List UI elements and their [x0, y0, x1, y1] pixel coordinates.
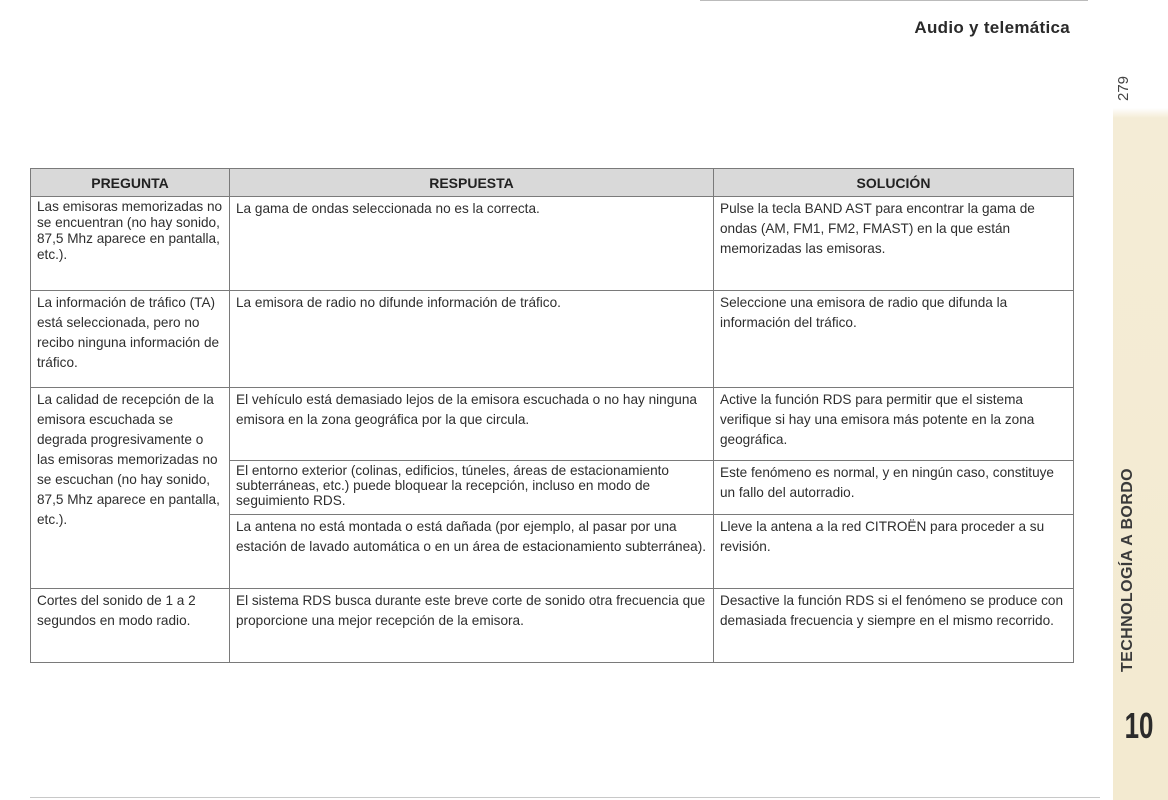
answer-cell: El vehículo está demasiado lejos de la emisora escuchada o no hay ninguna emisora en la zona geográfica por la que circula.	[230, 388, 714, 461]
table-row	[31, 197, 1074, 291]
solution-cell: Pulse la tecla BAND AST para encontrar la gama de ondas (AM, FM1, FM2, FMAST) en la que están memorizadas las emisoras.	[714, 197, 1074, 291]
table-header-row	[31, 169, 1074, 197]
answer-cell: La emisora de radio no difunde información de tráfico.	[230, 291, 714, 388]
page-number-text: 279	[1115, 75, 1133, 101]
solution-cell: Este fenómeno es normal, y en ningún caso, constituye un fallo del autorradio.	[714, 461, 1074, 515]
answer-cell: La antena no está montada o está dañada (por ejemplo, al pasar por una estación de lavado automática o en un área de estacionamiento subterránea).	[230, 515, 714, 589]
page-header-title: Audio y telemática	[914, 18, 1070, 37]
column-header-respuesta: RESPUESTA	[230, 169, 714, 197]
answer-cell: El entorno exterior (colinas, edificios, túneles, áreas de estacionamiento subterráneas, etc.) puede bloquear la recepción, incluso en modo de seguimiento RDS.	[230, 461, 714, 515]
section-label	[1108, 440, 1148, 700]
answer-cell: El sistema RDS busca durante este breve corte de sonido otra frecuencia que proporcione una mejor recepción de la emisora.	[230, 589, 714, 663]
solution-cell: Lleve la antena a la red CITROËN para proceder a su revisión.	[714, 515, 1074, 589]
top-rule	[700, 0, 1088, 1]
question-cell: Las emisoras memorizadas no se encuentran (no hay sonido, 87,5 Mhz aparece en pantalla, etc.).	[31, 197, 230, 291]
answer-cell: La gama de ondas seleccionada no es la correcta.	[230, 197, 714, 291]
table-row	[31, 388, 1074, 461]
table-row	[31, 589, 1074, 663]
solution-cell: Active la función RDS para permitir que el sistema verifique si hay una emisora más potente en la zona geográfica.	[714, 388, 1074, 461]
solution-cell: Desactive la función RDS si el fenómeno se produce con demasiada frecuencia y siempre en el mismo recorrido.	[714, 589, 1074, 663]
column-header-solucion: SOLUCIÓN	[714, 169, 1074, 197]
faq-table	[30, 168, 1074, 663]
solution-cell: Seleccione una emisora de radio que difunda la información del tráfico.	[714, 291, 1074, 388]
section-label-text: TECHNOLOGÍA A BORDO	[1119, 467, 1137, 673]
chapter-number: 10	[1124, 705, 1154, 746]
bottom-rule	[30, 797, 1100, 798]
question-cell: Cortes del sonido de 1 a 2 segundos en modo radio.	[31, 589, 230, 663]
column-header-pregunta: PREGUNTA	[31, 169, 230, 197]
question-cell: La calidad de recepción de la emisora escuchada se degrada progresivamente o las emisoras memorizadas no se escuchan (no hay sonido, 87,5 Mhz aparece en pantalla, etc.).	[31, 388, 230, 589]
table-row	[31, 291, 1074, 388]
question-cell: La información de tráfico (TA) está seleccionada, pero no recibo ninguna información de tráfico.	[31, 291, 230, 388]
page-number	[1104, 62, 1144, 114]
